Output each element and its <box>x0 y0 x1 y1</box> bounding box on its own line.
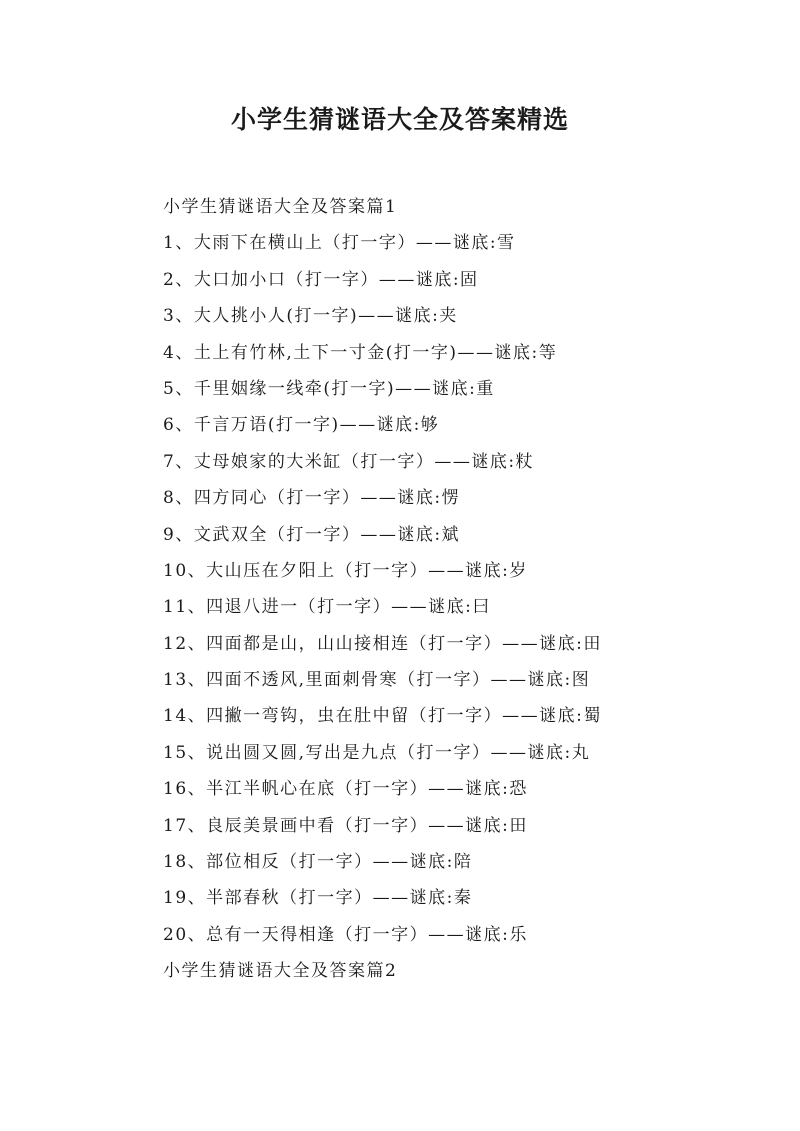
riddle-item: 8、四方同心（打一字）——谜底:愣 <box>163 488 461 509</box>
section-heading-1: 小学生猜谜语大全及答案篇1 <box>163 197 398 217</box>
section-heading-2: 小学生猜谜语大全及答案篇2 <box>163 961 398 982</box>
riddle-item: 17、良辰美景画中看（打一字）——谜底:田 <box>163 815 528 836</box>
riddle-item: 6、千言万语(打一字)——谜底:够 <box>163 415 440 436</box>
document-title: 小学生猜谜语大全及答案精选 <box>230 105 569 134</box>
riddle-item: 2、大口加小口（打一字）——谜底:固 <box>163 269 479 290</box>
riddle-item: 14、四撇一弯钩，虫在肚中留（打一字）——谜底:蜀 <box>163 706 602 727</box>
document-body <box>163 189 763 990</box>
riddle-item: 16、半江半帆心在底（打一字）——谜底:恐 <box>163 779 528 800</box>
riddle-item: 1、大雨下在横山上（打一字）——谜底:雪 <box>163 233 516 254</box>
riddle-item: 10、大山压在夕阳上（打一字）——谜底:岁 <box>163 560 528 581</box>
riddle-item: 12、四面都是山，山山接相连（打一字）——谜底:田 <box>163 633 602 654</box>
riddle-item: 18、部位相反（打一字）——谜底:陪 <box>163 852 473 873</box>
riddle-item: 9、文武双全（打一字）——谜底:斌 <box>163 524 461 545</box>
riddle-item: 20、总有一天得相逢（打一字）——谜底:乐 <box>163 924 528 945</box>
riddle-item: 4、土上有竹林,土下一寸金(打一字)——谜底:等 <box>163 342 558 363</box>
riddle-item: 11、四退八进一（打一字）——谜底:曰 <box>163 597 491 618</box>
riddle-list <box>163 225 763 953</box>
riddle-item: 19、半部春秋（打一字）——谜底:秦 <box>163 888 473 909</box>
riddle-item: 5、千里姻缘一线牵(打一字)——谜底:重 <box>163 378 495 399</box>
riddle-item: 15、说出圆又圆,写出是九点（打一字）——谜底:丸 <box>163 742 591 763</box>
riddle-item: 3、大人挑小人(打一字)——谜底:夹 <box>163 306 458 327</box>
riddle-item: 13、四面不透风,里面刺骨寒（打一字）——谜底:图 <box>163 670 591 691</box>
riddle-item: 7、丈母娘家的大米缸（打一字）——谜底:粀 <box>163 451 535 472</box>
